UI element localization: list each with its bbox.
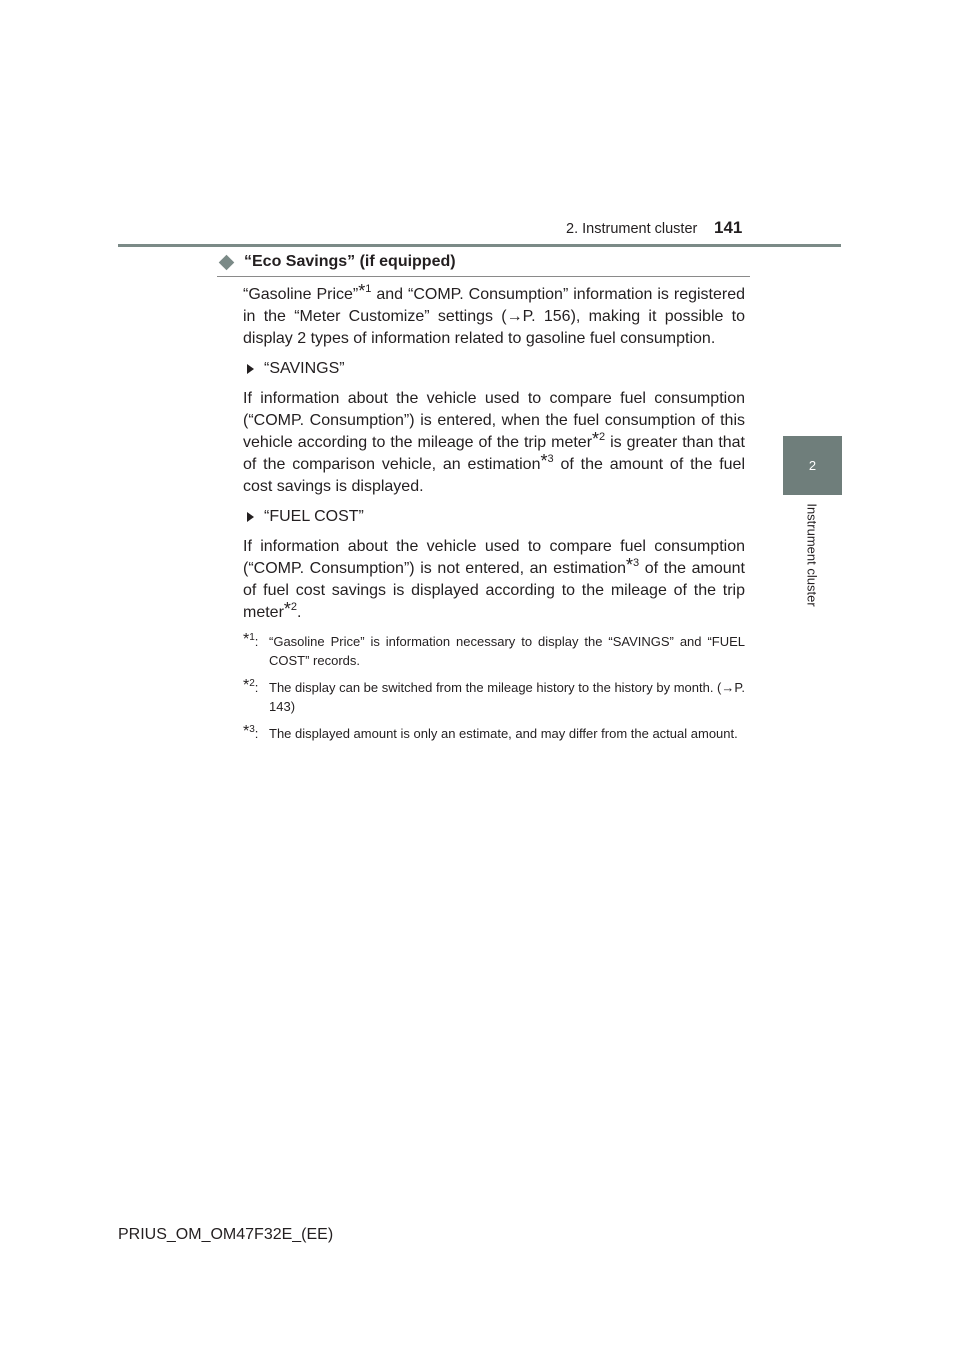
chapter-title: 2. Instrument cluster xyxy=(566,221,698,237)
section-heading xyxy=(217,253,750,277)
item-heading-fuel-cost: “FUEL COST” xyxy=(243,506,745,528)
footnote-star: * xyxy=(243,723,250,740)
footnote-star: * xyxy=(540,451,548,471)
footnotes xyxy=(243,632,745,743)
document-code: PRIUS_OM_OM47F32E_(EE) xyxy=(118,1226,334,1243)
section-title: “Eco Savings” (if equipped) xyxy=(244,253,456,270)
footnote: *$^3$: The displayed amount is only an estimate, and may differ from the actual amount. xyxy=(243,723,738,741)
intro-paragraph: “Gasoline Price”*$^1$ and “COMP. Consumption” information is registered in the “Meter Customize” settings (→P. 156), making it possible to display 2 types of information related to gasoline fuel consumption. xyxy=(243,281,746,347)
footnote-star: * xyxy=(243,677,250,694)
triangle-bullet-icon xyxy=(247,364,254,374)
footnote-star: * xyxy=(358,281,366,301)
chapter-tab[interactable] xyxy=(783,436,842,495)
footnote-star: * xyxy=(283,599,291,619)
footnote: *$^2$: The display can be switched from the mileage history to the history by month. (→P. 143) xyxy=(243,677,745,714)
chapter-tab-label: Instrument cluster xyxy=(804,503,820,607)
diamond-icon xyxy=(219,254,235,270)
item-paragraph-fuel-cost: If information about the vehicle used to compare fuel consumption (“COMP. Consumption”) is not entered, an estimation*$^3$ of the amount of fuel cost savings is displayed according to the mileage of the trip meter*$^2$. xyxy=(243,538,745,621)
footnote-star: * xyxy=(592,429,600,449)
item-paragraph-savings: If information about the vehicle used to compare fuel consumption (“COMP. Consumption”) is entered, when the fuel consumption of this vehicle according to the mileage of the trip meter*$^2$ is greater than that of the comparison vehicle, an estimation*$^3$ of the amount of the fuel cost savings is displayed. xyxy=(243,390,746,495)
section-body xyxy=(243,281,746,751)
triangle-bullet-icon xyxy=(247,512,254,522)
chapter-tab-number: 2 xyxy=(808,458,817,473)
footnote-star: * xyxy=(626,555,634,575)
header-rule xyxy=(118,244,841,247)
footnote-star: * xyxy=(243,631,250,648)
page-number: 141 xyxy=(714,218,743,237)
item-heading-savings: “SAVINGS” xyxy=(243,358,745,380)
footnote: *$^1$: “Gasoline Price” is information necessary to display the “SAVINGS” and “FUEL COST” records. xyxy=(243,631,745,668)
